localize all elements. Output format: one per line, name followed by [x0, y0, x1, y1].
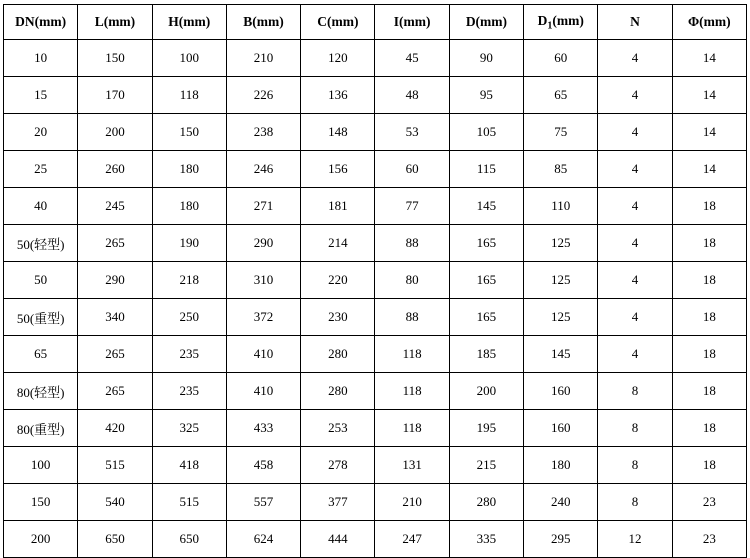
table-cell: 235 — [152, 336, 226, 373]
table-cell: 15 — [4, 77, 78, 114]
table-cell: 95 — [449, 77, 523, 114]
table-cell: 80(轻型) — [4, 373, 78, 410]
table-row — [4, 151, 747, 188]
table-header-row — [4, 5, 747, 40]
table-cell: 145 — [524, 336, 598, 373]
table-cell: 420 — [78, 410, 152, 447]
table-cell: 165 — [449, 225, 523, 262]
table-cell: 88 — [375, 299, 449, 336]
table-cell: 280 — [301, 336, 375, 373]
table-cell: 14 — [672, 114, 746, 151]
table-cell: 18 — [672, 262, 746, 299]
table-cell: 12 — [598, 521, 672, 558]
table-cell: 4 — [598, 188, 672, 225]
column-header-i: I(mm) — [375, 5, 449, 40]
column-header-h: H(mm) — [152, 5, 226, 40]
table-cell: 4 — [598, 77, 672, 114]
table-cell: 23 — [672, 484, 746, 521]
table-row — [4, 188, 747, 225]
table-row — [4, 225, 747, 262]
table-cell: 80(重型) — [4, 410, 78, 447]
column-header-d1 — [524, 5, 598, 40]
table-cell: 250 — [152, 299, 226, 336]
table-row — [4, 114, 747, 151]
table-row — [4, 299, 747, 336]
dimension-table — [3, 4, 747, 558]
table-cell: 265 — [78, 336, 152, 373]
table-cell: 253 — [301, 410, 375, 447]
table-cell: 118 — [375, 373, 449, 410]
table-cell: 220 — [301, 262, 375, 299]
table-cell: 200 — [449, 373, 523, 410]
table-cell: 125 — [524, 299, 598, 336]
table-cell: 190 — [152, 225, 226, 262]
table-cell: 150 — [152, 114, 226, 151]
table-cell: 20 — [4, 114, 78, 151]
table-cell: 200 — [78, 114, 152, 151]
table-cell: 23 — [672, 521, 746, 558]
table-cell: 18 — [672, 225, 746, 262]
table-cell: 4 — [598, 336, 672, 373]
table-cell: 624 — [226, 521, 300, 558]
table-cell: 50(轻型) — [4, 225, 78, 262]
table-row — [4, 373, 747, 410]
table-cell: 247 — [375, 521, 449, 558]
table-cell: 131 — [375, 447, 449, 484]
table-cell: 18 — [672, 188, 746, 225]
table-cell: 650 — [78, 521, 152, 558]
table-cell: 214 — [301, 225, 375, 262]
table-cell: 4 — [598, 262, 672, 299]
table-cell: 650 — [152, 521, 226, 558]
column-header-b: B(mm) — [226, 5, 300, 40]
table-cell: 145 — [449, 188, 523, 225]
table-cell: 418 — [152, 447, 226, 484]
table-cell: 100 — [4, 447, 78, 484]
table-cell: 160 — [524, 410, 598, 447]
table-cell: 156 — [301, 151, 375, 188]
table-cell: 180 — [152, 151, 226, 188]
table-cell: 290 — [226, 225, 300, 262]
column-header-n: N — [598, 5, 672, 40]
table-cell: 18 — [672, 336, 746, 373]
table-cell: 246 — [226, 151, 300, 188]
table-cell: 118 — [375, 410, 449, 447]
table-cell: 18 — [672, 299, 746, 336]
table-cell: 105 — [449, 114, 523, 151]
table-cell: 4 — [598, 114, 672, 151]
table-cell: 290 — [78, 262, 152, 299]
table-cell: 4 — [598, 151, 672, 188]
table-cell: 50 — [4, 262, 78, 299]
table-cell: 340 — [78, 299, 152, 336]
table-cell: 325 — [152, 410, 226, 447]
column-header-dn: DN(mm) — [4, 5, 78, 40]
table-cell: 148 — [301, 114, 375, 151]
table-cell: 195 — [449, 410, 523, 447]
table-cell: 310 — [226, 262, 300, 299]
table-cell: 240 — [524, 484, 598, 521]
table-row — [4, 410, 747, 447]
table-cell: 14 — [672, 77, 746, 114]
table-cell: 335 — [449, 521, 523, 558]
column-header-c: C(mm) — [301, 5, 375, 40]
table-cell: 278 — [301, 447, 375, 484]
table-cell: 458 — [226, 447, 300, 484]
table-cell: 8 — [598, 447, 672, 484]
table-cell: 120 — [301, 40, 375, 77]
table-cell: 235 — [152, 373, 226, 410]
table-cell: 18 — [672, 410, 746, 447]
column-header-l: L(mm) — [78, 5, 152, 40]
table-cell: 100 — [152, 40, 226, 77]
table-cell: 160 — [524, 373, 598, 410]
table-cell: 18 — [672, 373, 746, 410]
table-cell: 170 — [78, 77, 152, 114]
table-header — [4, 5, 747, 40]
table-cell: 238 — [226, 114, 300, 151]
table-cell: 50(重型) — [4, 299, 78, 336]
table-cell: 110 — [524, 188, 598, 225]
table-cell: 45 — [375, 40, 449, 77]
table-cell: 180 — [524, 447, 598, 484]
table-cell: 118 — [152, 77, 226, 114]
table-row — [4, 40, 747, 77]
table-cell: 118 — [375, 336, 449, 373]
table-cell: 18 — [672, 447, 746, 484]
column-header-d: D(mm) — [449, 5, 523, 40]
table-row — [4, 447, 747, 484]
table-cell: 136 — [301, 77, 375, 114]
column-header-d1-unit: (mm) — [552, 12, 584, 28]
table-cell: 14 — [672, 151, 746, 188]
table-cell: 40 — [4, 188, 78, 225]
table-cell: 88 — [375, 225, 449, 262]
table-cell: 377 — [301, 484, 375, 521]
table-cell: 8 — [598, 410, 672, 447]
table-cell: 410 — [226, 336, 300, 373]
table-cell: 218 — [152, 262, 226, 299]
table-cell: 80 — [375, 262, 449, 299]
table-cell: 271 — [226, 188, 300, 225]
table-cell: 4 — [598, 40, 672, 77]
table-cell: 90 — [449, 40, 523, 77]
table-row — [4, 77, 747, 114]
table-cell: 165 — [449, 262, 523, 299]
table-cell: 10 — [4, 40, 78, 77]
table-cell: 25 — [4, 151, 78, 188]
table-cell: 4 — [598, 299, 672, 336]
table-cell: 557 — [226, 484, 300, 521]
table-cell: 150 — [4, 484, 78, 521]
table-cell: 260 — [78, 151, 152, 188]
table-cell: 65 — [524, 77, 598, 114]
table-cell: 60 — [524, 40, 598, 77]
table-row — [4, 484, 747, 521]
column-header-d1-base: D — [537, 12, 548, 28]
table-cell: 65 — [4, 336, 78, 373]
table-cell: 75 — [524, 114, 598, 151]
table-cell: 115 — [449, 151, 523, 188]
table-cell: 226 — [226, 77, 300, 114]
table-cell: 181 — [301, 188, 375, 225]
table-cell: 48 — [375, 77, 449, 114]
table-cell: 14 — [672, 40, 746, 77]
table-cell: 265 — [78, 373, 152, 410]
table-cell: 125 — [524, 225, 598, 262]
table-cell: 215 — [449, 447, 523, 484]
table-cell: 8 — [598, 484, 672, 521]
table-cell: 53 — [375, 114, 449, 151]
table-cell: 77 — [375, 188, 449, 225]
table-cell: 4 — [598, 225, 672, 262]
table-cell: 85 — [524, 151, 598, 188]
table-cell: 165 — [449, 299, 523, 336]
table-cell: 185 — [449, 336, 523, 373]
table-row — [4, 336, 747, 373]
table-cell: 125 — [524, 262, 598, 299]
table-cell: 8 — [598, 373, 672, 410]
table-cell: 210 — [226, 40, 300, 77]
table-cell: 515 — [78, 447, 152, 484]
table-cell: 433 — [226, 410, 300, 447]
table-cell: 200 — [4, 521, 78, 558]
table-cell: 245 — [78, 188, 152, 225]
table-cell: 280 — [301, 373, 375, 410]
table-cell: 150 — [78, 40, 152, 77]
table-cell: 410 — [226, 373, 300, 410]
table-cell: 372 — [226, 299, 300, 336]
table-cell: 180 — [152, 188, 226, 225]
table-cell: 265 — [78, 225, 152, 262]
column-header-phi: Φ(mm) — [672, 5, 746, 40]
table-row — [4, 262, 747, 299]
table-cell: 280 — [449, 484, 523, 521]
table-cell: 515 — [152, 484, 226, 521]
table-cell: 295 — [524, 521, 598, 558]
table-cell: 540 — [78, 484, 152, 521]
column-header-d1-subscript: 1 — [547, 20, 553, 32]
table-cell: 444 — [301, 521, 375, 558]
table-cell: 60 — [375, 151, 449, 188]
table-row — [4, 521, 747, 558]
table-cell: 210 — [375, 484, 449, 521]
table-body — [4, 40, 747, 558]
table-cell: 230 — [301, 299, 375, 336]
